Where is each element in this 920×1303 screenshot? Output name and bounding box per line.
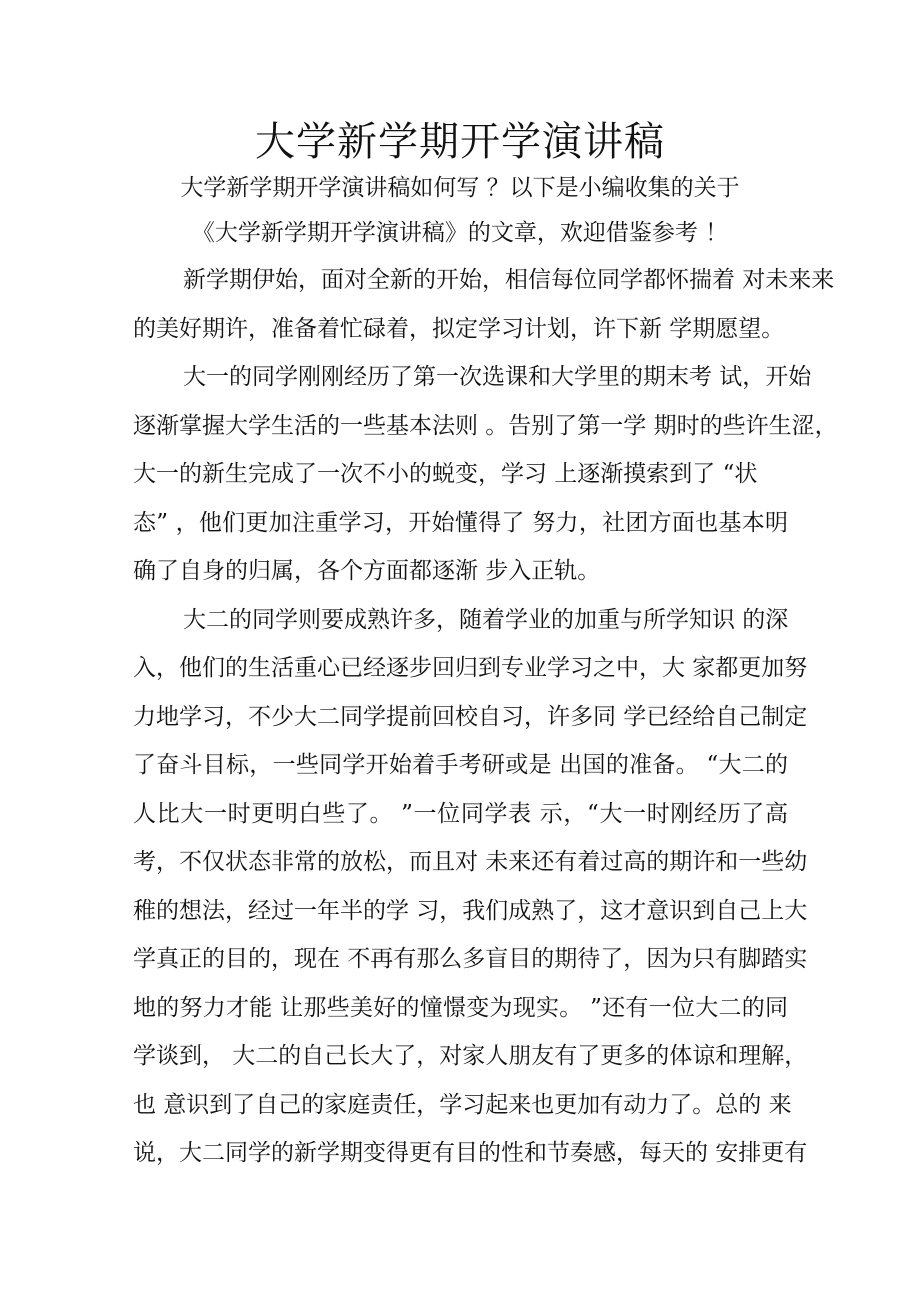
paragraph-first-line: 新学期伊始，面对全新的开始，相信每位同学都怀揣着 对未来来 [183,267,835,293]
paragraph-line: 确了自身的归属，各个方面都逐渐 步入正轨。 [133,558,601,584]
paragraph-first-line: 大一的同学刚刚经历了第一次选课和大学里的期末考 试，开始 [183,364,812,390]
paragraph-line: 入，他们的生活重心已经逐步回归到专业学习之中，大 家都更加努 [133,655,808,681]
paragraph-line: 考，不仅状态非常的放松，而且对 未来还有着过高的期许和一些幼 [133,849,808,875]
paragraph-line: 的美好期许，准备着忙碌着，拟定学习计划，许下新 学期愿望。 [133,315,785,342]
document-title: 大学新学期开学演讲稿 [255,119,665,165]
paragraph-line: 地的努力才能 让那些美好的憧憬变为现实。 ”还有一位大二的同 [133,994,788,1021]
paragraph-line: 逐渐掌握大学生活的一些基本法则 。告别了第一学 期时的些许生涩， [133,412,838,439]
paragraph-line: 大一的新生完成了一次不小的蜕变，学习 上逐渐摸索到了 “状 [133,461,758,487]
paragraph-line: 了奋斗目标，一些同学开始着手考研或是 出国的准备。 “大二的 [133,752,788,778]
intro-line-1: 大学新学期开学演讲稿如何写 ？以下是小编收集的关于 [180,175,740,201]
paragraph-line: 学真正的目的，现在 不再有那么多盲目的期待了，因为只有脚踏实 [133,946,808,972]
paragraph-line: 说，大二同学的新学期变得更有目的性和节奏感，每天的 安排更有 [133,1140,808,1166]
paragraph-first-line: 大二的同学则要成熟许多，随着学业的加重与所学知识 的深 [183,606,789,633]
paragraph-line: 态” ，他们更加注重学习，开始懂得了 努力，社团方面也基本明 [133,509,788,536]
paragraph-line: 人比大一时更明白些了。 ”一位同学表 示，“大一时刚经历了高 [133,800,788,827]
paragraph-line: 也 意识到了自己的家庭责任，学习起来也更加有动力了。总的 来 [133,1091,792,1118]
intro-line-2: 《大学新学期开学演讲稿》的文章，欢迎借鉴参考 ！ [191,220,729,246]
paragraph-line: 学谈到， 大二的自己长大了，对家人朋友有了更多的体谅和理解， [133,1043,808,1069]
paragraph-line: 力地学习，不少大二同学提前回校自习，许多同 学已经给自己制定 [133,703,808,730]
paragraph-line: 稚的想法，经过一年半的学 习，我们成熟了，这才意识到自己上大 [133,897,808,924]
